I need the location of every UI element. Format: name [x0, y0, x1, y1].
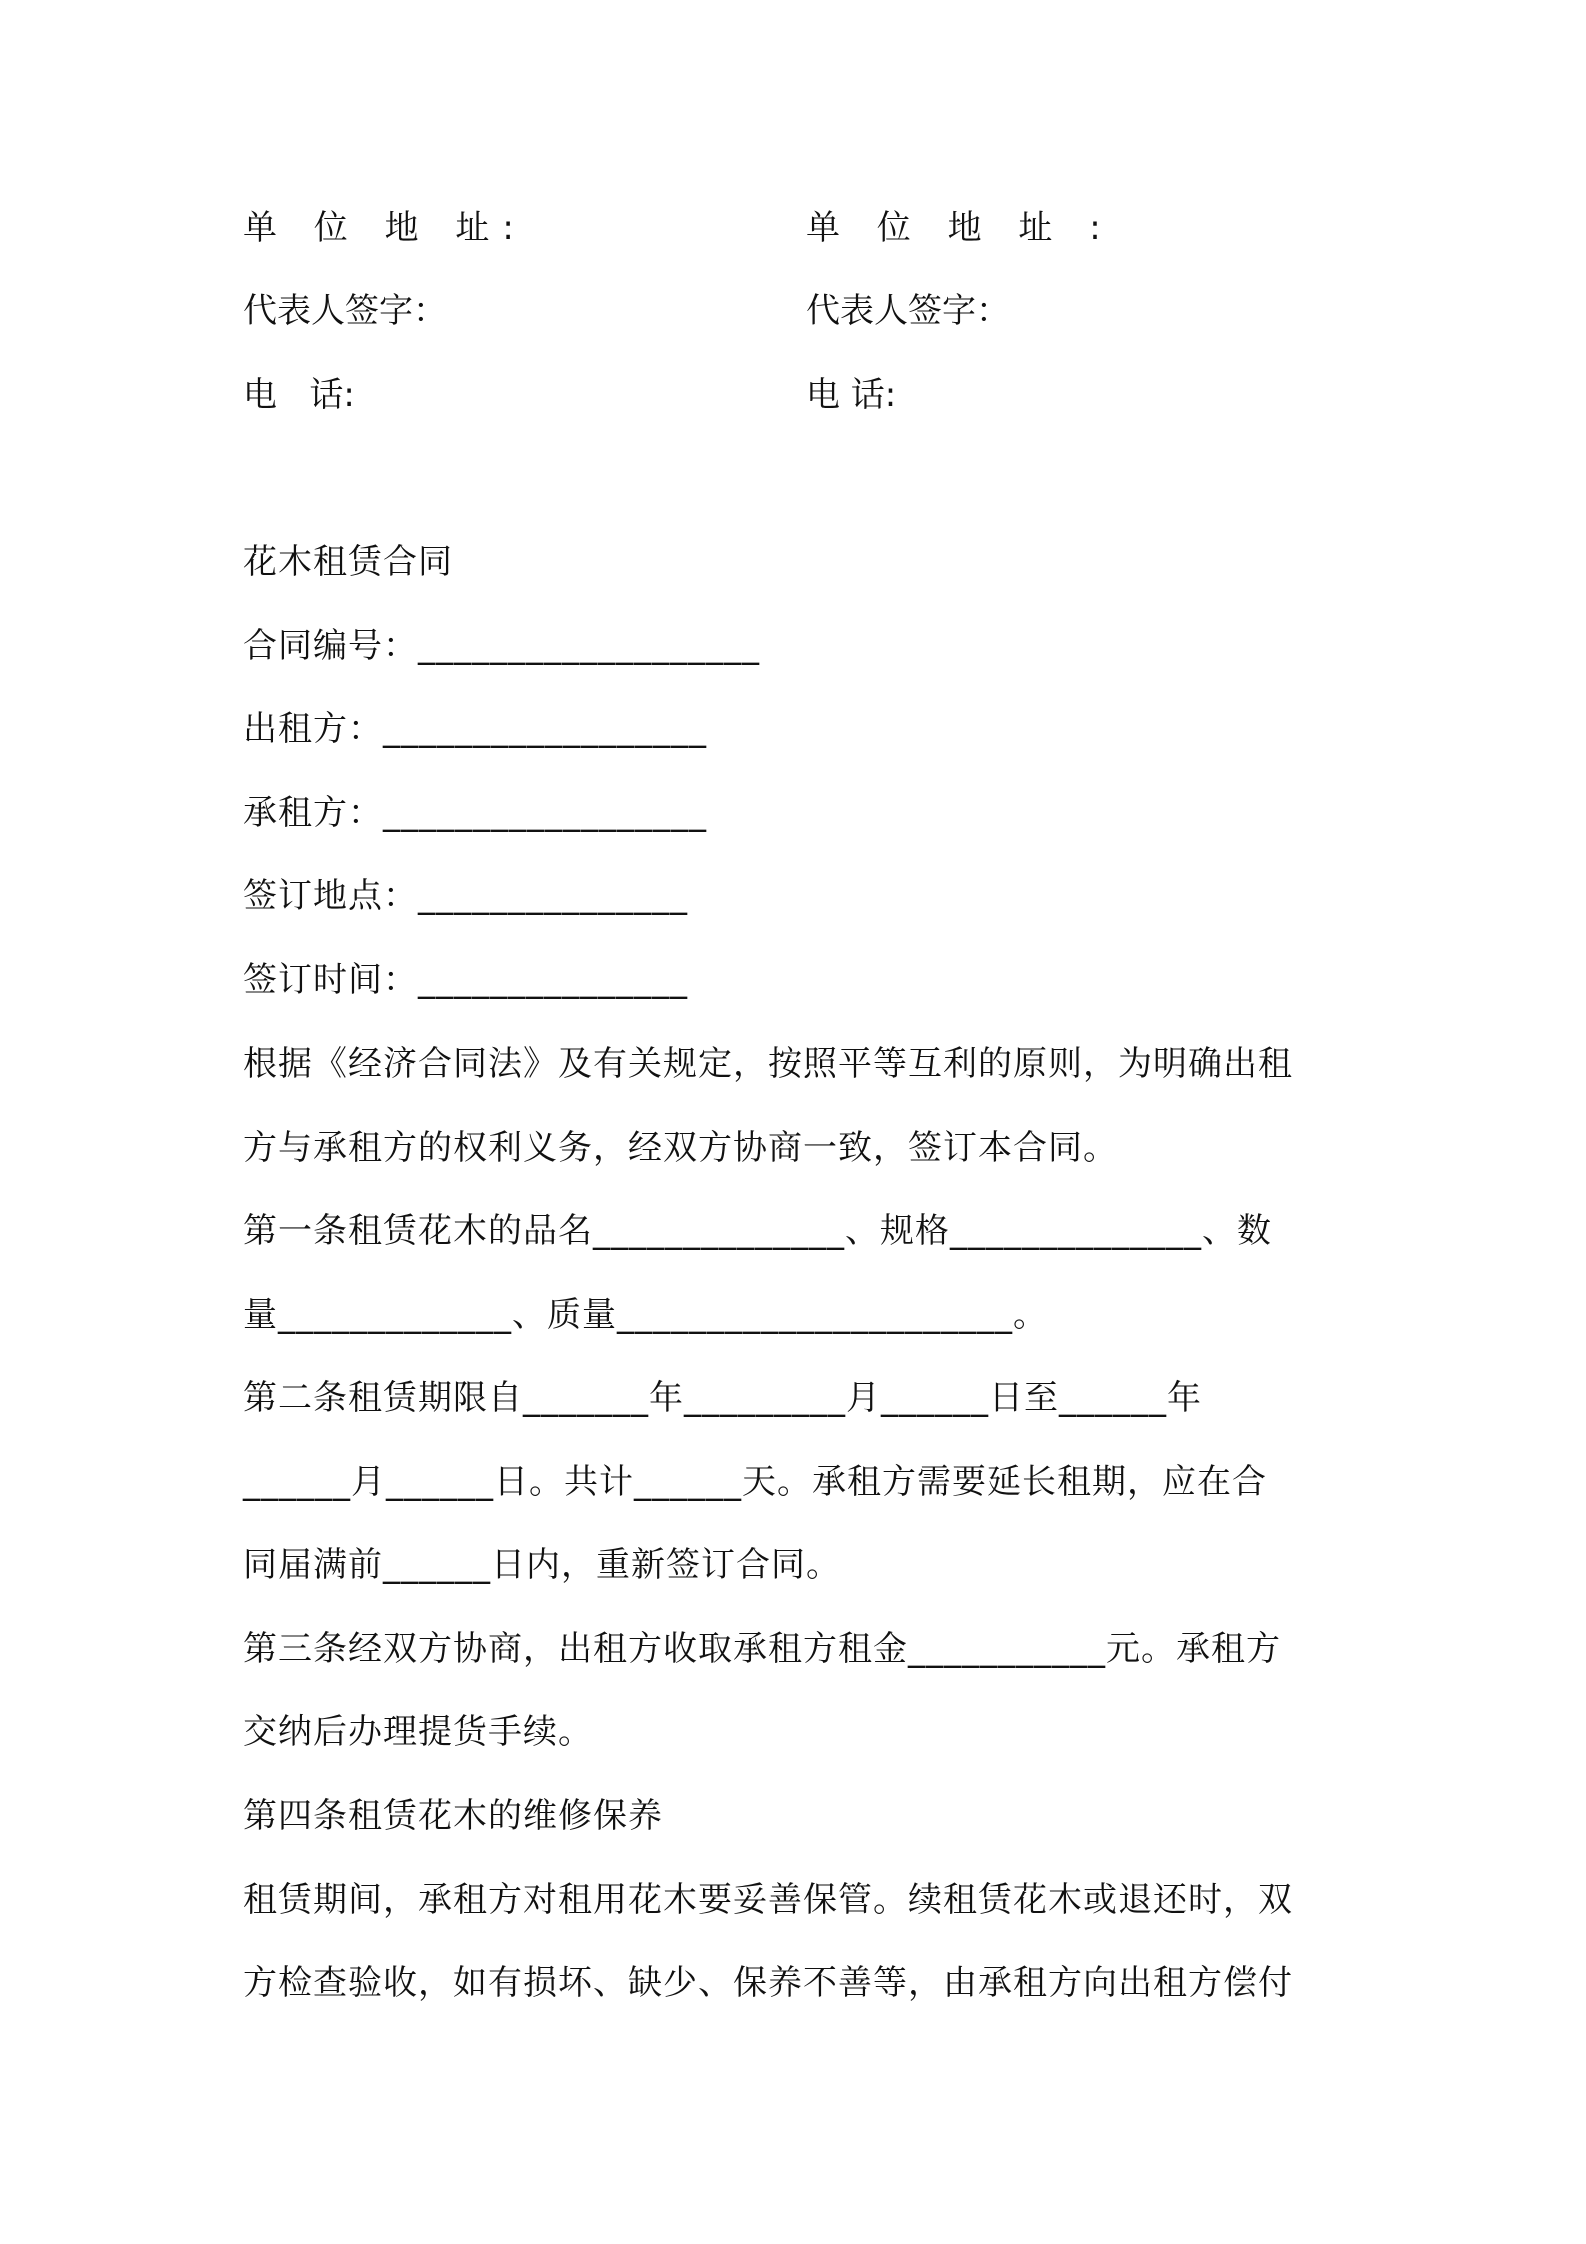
left-phone-label: 电 话: [243, 375, 355, 415]
article-3-line-2: 交纳后办理提货手续。 [243, 1712, 593, 1752]
contract-title: 花木租赁合同 [243, 542, 453, 582]
lessor-field: 出租方：__________________ [243, 709, 707, 749]
signing-time-field: 签订时间：_______________ [243, 960, 688, 1000]
article-4-heading: 第四条租赁花木的维修保养 [243, 1796, 663, 1836]
contract-number-field: 合同编号：___________________ [243, 626, 760, 666]
article-1-line-2: 量_____________、质量______________________。 [243, 1295, 1048, 1335]
article-2-line-2: ______月______日。共计______天。承租方需要延长租期，应在合 [243, 1462, 1267, 1502]
lessee-field: 承租方：__________________ [243, 793, 707, 833]
article-2-line-1: 第二条租赁期限自_______年_________月______日至______年 [243, 1378, 1202, 1418]
article-1-line-1: 第一条租赁花木的品名______________、规格______________、数 [243, 1211, 1272, 1251]
article-4-line-2: 方检查验收，如有损坏、缺少、保养不善等，由承租方向出租方偿付 [243, 1963, 1293, 2003]
article-3-line-1: 第三条经双方协商，出租方收取承租方租金___________元。承租方 [243, 1629, 1281, 1669]
body-line-2: 方与承租方的权利义务，经双方协商一致，签订本合同。 [243, 1128, 1118, 1168]
body-line-1: 根据《经济合同法》及有关规定，按照平等互利的原则，为明确出租 [243, 1044, 1293, 1084]
article-4-line-1: 租赁期间，承租方对租用花木要妥善保管。续租赁花木或退还时，双 [243, 1880, 1293, 1920]
right-representative-label: 代表人签字： [806, 291, 1010, 331]
left-address-label: 单 位 地 址: [243, 208, 527, 248]
right-address-label: 单 位 地 址 : [806, 208, 1114, 248]
article-2-line-3: 同届满前______日内，重新签订合同。 [243, 1545, 841, 1585]
signing-place-field: 签订地点：_______________ [243, 876, 688, 916]
right-phone-label: 电 话: [806, 375, 897, 415]
left-representative-label: 代表人签字： [243, 291, 447, 331]
